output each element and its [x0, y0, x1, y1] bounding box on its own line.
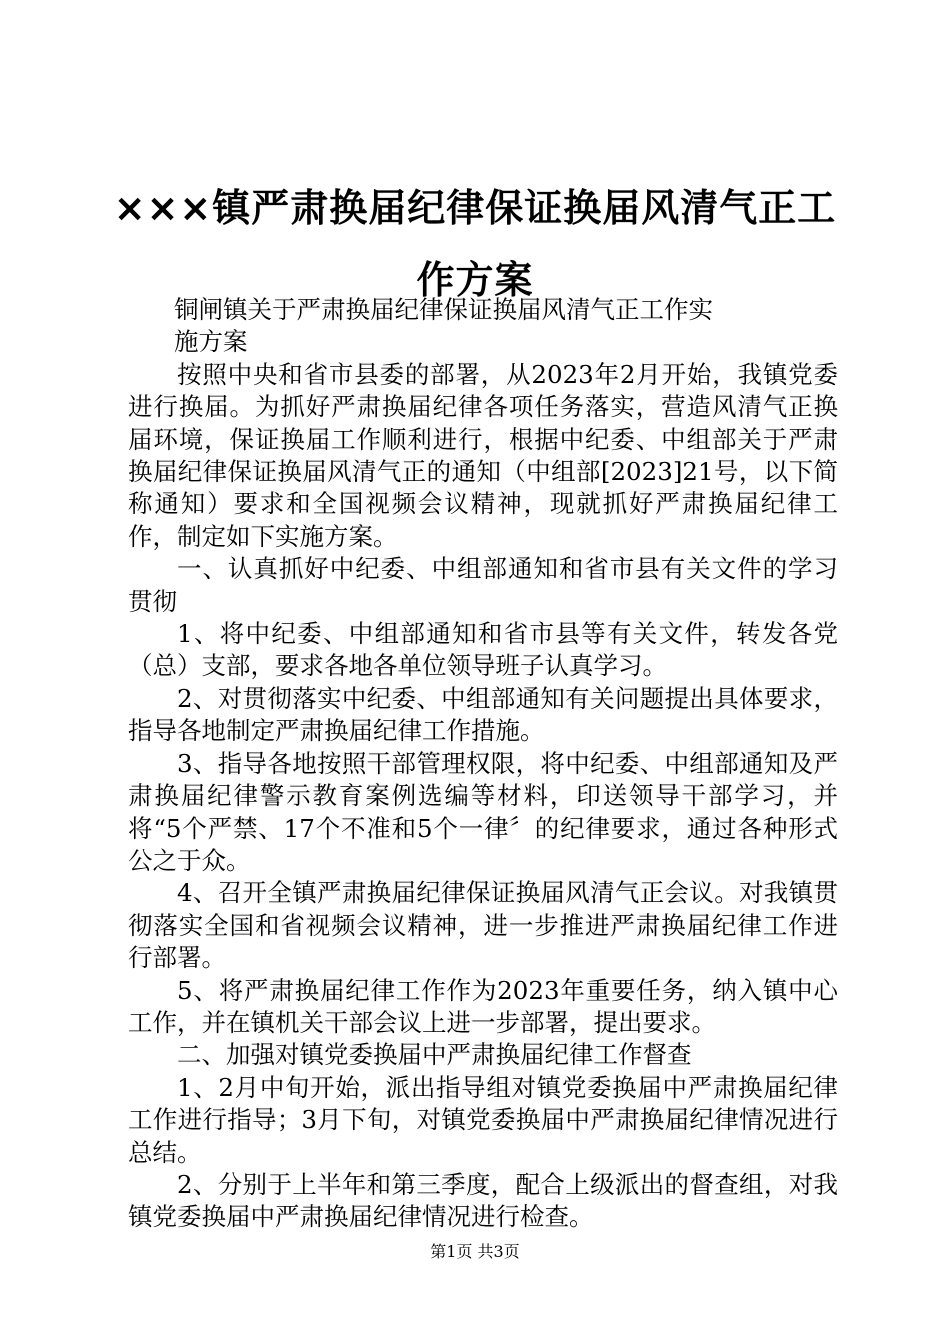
paragraph-item: 2、分别于上半年和第三季度，配合上级派出的督查组，对我镇党委换届中严肃换届纪律情况进行检查。 [128, 1169, 838, 1232]
subtitle-line-2: 施方案 [174, 327, 248, 357]
paragraph-item: 1、2月中旬开始，派出指导组对镇党委换届中严肃换届纪律工作进行指导；3月下旬，对镇党委换届中严肃换届纪律情况进行总结。 [128, 1072, 838, 1167]
paragraph-item: 4、召开全镇严肃换届纪律保证换届风清气正会议。对我镇贯彻落实全国和省视频会议精神，进一步推进严肃换届纪律工作进行部署。 [128, 878, 838, 973]
paragraph-item: 1、将中纪委、中组部通知和省市县等有关文件，转发各党（总）支部，要求各地各单位领导班子认真学习。 [128, 619, 838, 681]
paragraph-item: 2、对贯彻落实中纪委、中组部通知有关问题提出具体要求，指导各地制定严肃换届纪律工作措施。 [128, 683, 838, 746]
section-heading-1: 一、认真抓好中纪委、中组部通知和省市县有关文件的学习贯彻 [128, 554, 838, 616]
section-heading-2: 二、加强对镇党委换届中严肃换届纪律工作督查 [177, 1040, 692, 1070]
document-title: ×××镇严肃换届纪律保证换届风清气正工作方案 [113, 186, 837, 302]
paragraph-intro: 按照中央和省市县委的部署，从2023年2月开始，我镇党委进行换届。为抓好严肃换届纪律各项任务落实，营造风清气正换届环境，保证换届工作顺利进行，根据中纪委、中组部关于严肃换届纪律保证换届风清气正的通知（中组部[2023]21号，以下简称通知）要求和全国视频会议精神，现就抓好严肃换届纪律工作，制定如下实施方案。 [128, 359, 838, 551]
paragraph-item: 3、指导各地按照干部管理权限，将中纪委、中组部通知及严肃换届纪律警示教育案例选编等材料，印送领导干部学习，并将“5个严禁、17个不准和5个一律〞的纪律要求，通过各种形式公之于众。 [128, 748, 838, 875]
page-footer: 第1页 共3页 [430, 1242, 520, 1261]
paragraph-item: 5、将严肃换届纪律工作作为2023年重要任务，纳入镇中心工作，并在镇机关干部会议上进一步部署，提出要求。 [128, 975, 838, 1037]
document-body [128, 294, 838, 1234]
subtitle-line-1: 铜闸镇关于严肃换届纪律保证换届风清气正工作实 [174, 295, 713, 324]
